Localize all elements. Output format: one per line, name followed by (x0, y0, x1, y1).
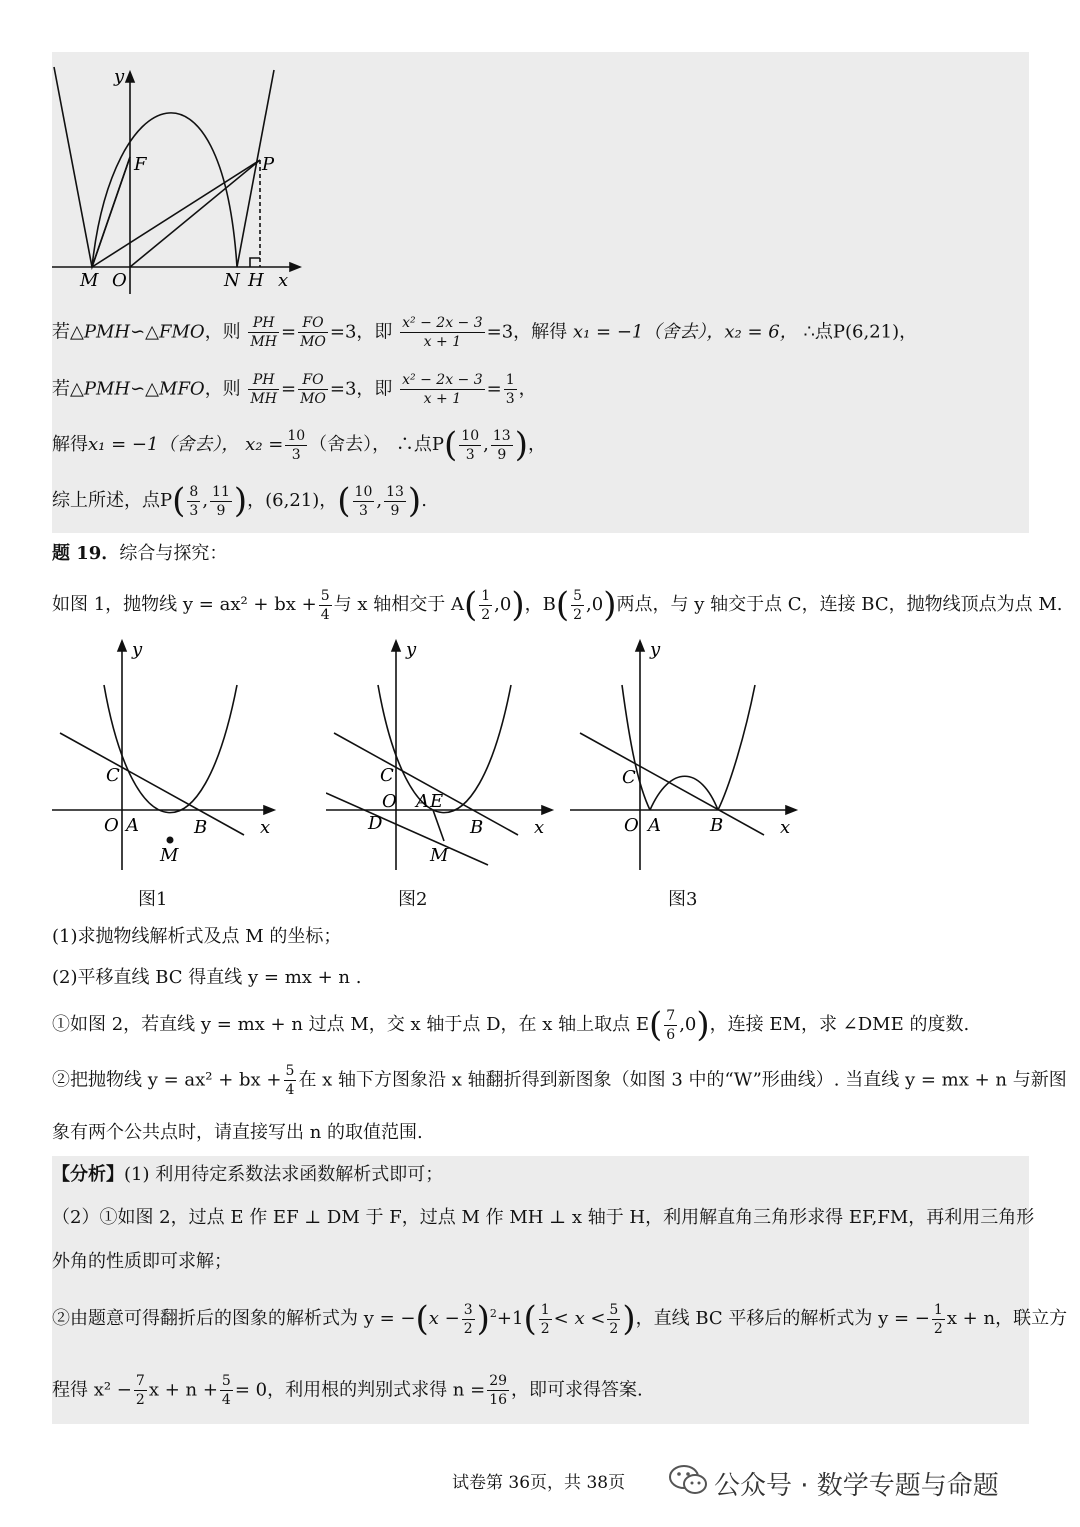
fraction-PH-MH: $\frac{PH}{MH}$ (250, 315, 277, 350)
label-F: F (134, 154, 147, 175)
figure-2-caption: 图2 (398, 889, 428, 910)
svg-text:A: A (126, 815, 139, 836)
line-BC-3 (580, 733, 764, 835)
y-arrow (126, 72, 134, 82)
figure-1 (52, 635, 282, 870)
abs-curve (54, 67, 130, 267)
question-2a: ①如图 2，若直线 y = mx + n 过点 M，交 x 轴于点 D，在 x 轴上取点 E( $\frac{7}{6}$ ,0)，连接 EM，求 ∠DME 的度数. (52, 1005, 970, 1045)
svg-text:x: x (780, 817, 791, 838)
x-arrow (290, 263, 300, 271)
svg-text:O: O (382, 791, 397, 812)
problem-title: 题 19．综合与探究： (52, 543, 228, 564)
parabola-arch (92, 113, 237, 267)
figure-3-caption: 图3 (668, 889, 698, 910)
solution-figure (52, 62, 302, 294)
label-H: H (248, 270, 264, 291)
svg-text:C: C (106, 765, 120, 786)
w-curve-left (622, 685, 650, 810)
triangle-relation-2: △PMH∽△MFO (70, 378, 205, 400)
svg-text:x: x (534, 817, 545, 838)
segment-EM (433, 810, 444, 841)
analysis-p2b: 外角的性质即可求解； (52, 1251, 232, 1272)
label-O: O (112, 270, 127, 291)
question-2b-line2: 象有两个公共点时，请直接写出 n 的取值范围. (52, 1122, 423, 1143)
svg-text:y: y (650, 639, 661, 660)
analysis-p4: 程得 x² − $\frac{7}{2}$ x + n + $\frac{5}{4}$ = 0，利用根的判别式求得 n = $\frac{29}{16}$ ，即可求得答案. (52, 1373, 643, 1408)
svg-text:A: A (416, 791, 429, 812)
svg-text:E: E (430, 791, 444, 812)
svg-text:B: B (710, 815, 724, 836)
watermark: 公众号 · 数学专题与命题 (714, 1471, 999, 1501)
question-2: (2)平移直线 BC 得直线 y = mx + n . (52, 967, 362, 988)
svg-text:M: M (430, 845, 449, 866)
svg-text:y: y (132, 639, 143, 660)
svg-text:M: M (160, 845, 179, 866)
solution-line-3: 解得x₁ = −1（舍去）， x₂ = $\frac{10}{3}$ （舍去）， ∴点P( $\frac{10}{3}$ , $\frac{13}{9}$ )， (52, 425, 546, 465)
page-number: 试卷第 36页，共 38页 (452, 1473, 626, 1493)
fraction-quadratic: $\frac{\text{x² − 2x − 3}}{x + 1}$ (402, 315, 483, 350)
w-curve-right (718, 685, 755, 810)
line-BC-2 (334, 733, 518, 835)
vertex-M-dot (167, 837, 174, 844)
figure-1-caption: 图1 (138, 889, 168, 910)
analysis-p1: 【分析】(1) 利用待定系数法求函数解析式即可； (52, 1164, 444, 1185)
label-x: x (278, 270, 289, 291)
segment-MF (92, 157, 130, 267)
svg-text:C: C (622, 767, 636, 788)
triangle-relation-1: △PMH∽△FMO (70, 321, 205, 343)
figure-2 (326, 635, 560, 870)
solution-line-1: 若△PMH∽△FMO，则 $\frac{PH}{MH}$ = $\frac{FO}{MO}$ =3，即 $\frac{\text{x² − 2x − 3}}{x + 1}$ =3，解得 x₁ = −1（舍去），x₂ = 6， ∴点P(6,21)， (52, 315, 918, 350)
question-2b: ②把抛物线 y = ax² + bx + $\frac{5}{4}$ 在 x 轴下方图象沿 x 轴翻折得到新图象（如图 3 中的“W”形曲线）. 当直线 y = mx + n 与新图 (52, 1063, 1067, 1098)
svg-text:O: O (104, 815, 119, 836)
label-P: P (262, 154, 275, 175)
problem-intro: 如图 1，抛物线 y = ax² + bx + $\frac{5}{4}$ 与 x 轴相交于 A( $\frac{1}{2}$ ,0)，B( $\frac{5}{2}$ ,0)两点，与 y 轴交于点 C，连接 BC，抛物线顶点为点 M. (52, 585, 1063, 625)
question-1: (1)求抛物线解析式及点 M 的坐标； (52, 926, 342, 947)
svg-text:x: x (260, 817, 271, 838)
wechat-icon (668, 1462, 708, 1498)
figure-3 (570, 635, 804, 870)
fraction-FO-MO: $\frac{FO}{MO}$ (300, 315, 326, 350)
svg-text:D: D (368, 813, 383, 834)
svg-text:A: A (648, 815, 661, 836)
svg-text:y: y (406, 639, 417, 660)
svg-text:B: B (194, 817, 208, 838)
analysis-p2: （2）①如图 2，过点 E 作 EF ⊥ DM 于 F，过点 M 作 MH ⊥ x 轴于 H，利用解直角三角形求得 EF,FM，再利用三角形 (52, 1207, 1035, 1228)
line-BC-1 (60, 733, 244, 835)
right-angle-mark (250, 258, 260, 267)
label-y: y (114, 66, 125, 87)
svg-text:O: O (624, 815, 639, 836)
label-N: N (224, 270, 240, 291)
w-curve-middle (650, 776, 718, 810)
solution-line-2: 若△PMH∽△MFO，则 $\frac{PH}{MH}$ = $\frac{FO}{MO}$ =3，即 $\frac{\text{x² − 2x − 3}}{x + 1}$ = $\frac{1}{3}$ ， (52, 372, 537, 407)
analysis-p3: ②由题意可得翻折后的图象的解析式为 y = −(x − $\frac{3}{2}$ )$^2$+1( $\frac{1}{2}$ < x < $\frac{5}{2}$ )，直线 BC 平移后的解析式为 y = − $\frac{1}{2}$ x + n，联立方 (52, 1299, 1068, 1339)
solution-line-4: 综上所述，点P( $\frac{8}{3}$ , $\frac{11}{9}$ )，(6,21)，( $\frac{10}{3}$ , $\frac{13}{9}$ ). (52, 481, 427, 521)
label-M: M (80, 270, 99, 291)
segment-MP (92, 160, 260, 267)
svg-text:C: C (380, 765, 394, 786)
svg-text:B: B (470, 817, 484, 838)
